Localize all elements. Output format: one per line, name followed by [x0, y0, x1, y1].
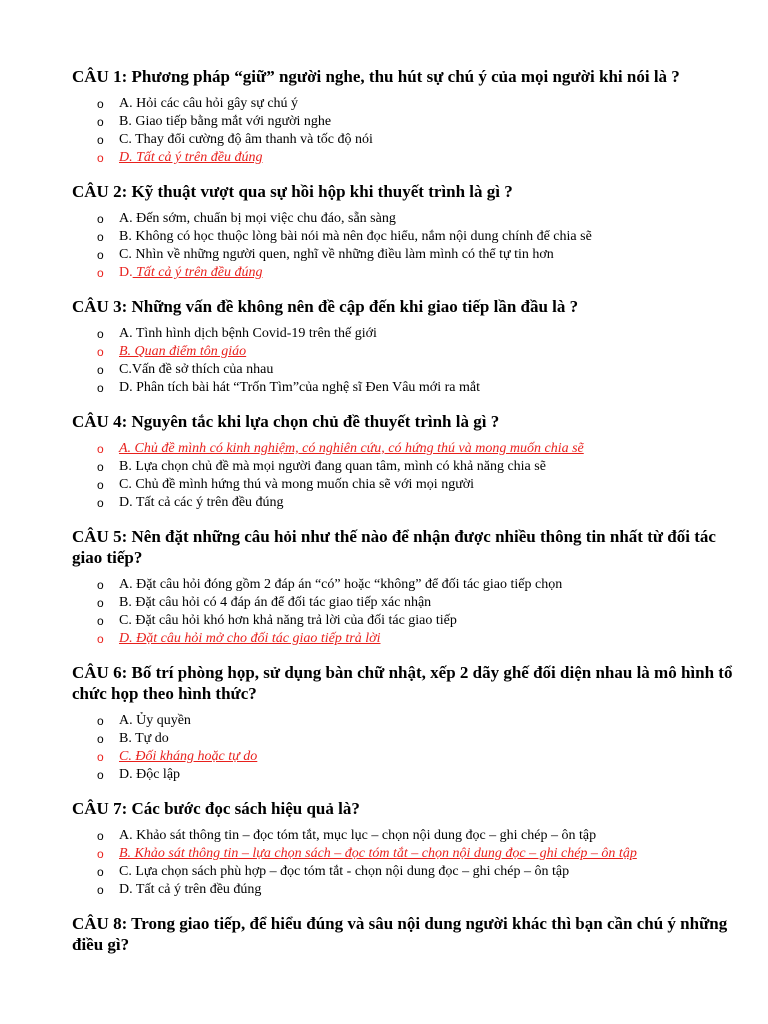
- hollow-circle-bullet-icon: o: [97, 578, 104, 592]
- hollow-circle-bullet-icon: o: [97, 133, 104, 147]
- hollow-circle-bullet-icon: o: [97, 230, 104, 244]
- hollow-circle-bullet-icon: o: [97, 460, 104, 474]
- hollow-circle-bullet-icon: o: [97, 883, 104, 897]
- option-text: A. Đặt câu hỏi đóng gồm 2 đáp án “có” hoặc “không” để đối tác giao tiếp chọn: [119, 577, 563, 592]
- option-item: [97, 246, 740, 264]
- question-title: CÂU 3: Những vấn đề không nên đề cập đến khi giao tiếp lần đầu là ?: [72, 297, 579, 316]
- option-list: [72, 440, 740, 512]
- hollow-circle-bullet-icon: o: [97, 632, 104, 646]
- option-list: [72, 712, 740, 784]
- option-text: C. Đặt câu hỏi khó hơn khả năng trả lời của đối tác giao tiếp: [119, 613, 457, 628]
- option-text: C.Vấn đề sở thích của nhau: [119, 362, 274, 377]
- question-5: [72, 526, 740, 648]
- option-item: [97, 863, 740, 881]
- question-title: CÂU 4: Nguyên tắc khi lựa chọn chủ đề thuyết trình là gì ?: [72, 412, 500, 431]
- option-text: B. Giao tiếp bằng mắt với người nghe: [119, 114, 332, 129]
- option-text: Tất cả ý trên đều đúng: [132, 265, 263, 280]
- option-item: [97, 361, 740, 379]
- option-text: A. Chủ đề mình có kinh nghiệm, có nghiên cứu, có hứng thú và mong muốn chia sẽ: [119, 441, 584, 456]
- option-text: D. Tất cả các ý trên đều đúng: [119, 495, 284, 510]
- hollow-circle-bullet-icon: o: [97, 847, 104, 861]
- hollow-circle-bullet-icon: o: [97, 496, 104, 510]
- option-text: C. Chủ đề mình hứng thú và mong muốn chia sẽ với mọi người: [119, 477, 475, 492]
- hollow-circle-bullet-icon: o: [97, 212, 104, 226]
- hollow-circle-bullet-icon: o: [97, 750, 104, 764]
- question-3: [72, 296, 740, 397]
- option-text: D. Tất cả ý trên đều đúng: [119, 882, 262, 897]
- option-item-correct: [97, 440, 740, 458]
- hollow-circle-bullet-icon: o: [97, 614, 104, 628]
- question-title: CÂU 5: Nên đặt những câu hỏi như thế nào để nhận được nhiều thông tin nhất từ đối tác giao tiếp?: [72, 527, 716, 567]
- option-item: [97, 95, 740, 113]
- option-list: [72, 576, 740, 648]
- option-item: [97, 712, 740, 730]
- question-2: [72, 181, 740, 282]
- question-title: CÂU 2: Kỹ thuật vượt qua sự hồi hộp khi thuyết trình là gì ?: [72, 182, 513, 201]
- hollow-circle-bullet-icon: o: [97, 865, 104, 879]
- option-text: C. Nhìn về những người quen, nghĩ về những điều làm mình có thể tự tin hơn: [119, 247, 554, 262]
- hollow-circle-bullet-icon: o: [97, 151, 104, 165]
- option-text: C. Đối kháng hoặc tự do: [119, 749, 258, 764]
- hollow-circle-bullet-icon: o: [97, 768, 104, 782]
- option-item: [97, 827, 740, 845]
- option-text: D. Phân tích bài hát “Trốn Tìm”của nghệ sĩ Đen Vâu mới ra mắt: [119, 380, 480, 395]
- option-text: A. Hỏi các câu hỏi gây sự chú ý: [119, 96, 299, 111]
- question-4: [72, 411, 740, 512]
- hollow-circle-bullet-icon: o: [97, 248, 104, 262]
- option-item: [97, 325, 740, 343]
- hollow-circle-bullet-icon: o: [97, 327, 104, 341]
- hollow-circle-bullet-icon: o: [97, 381, 104, 395]
- question-7: [72, 798, 740, 899]
- option-item-correct: [97, 748, 740, 766]
- hollow-circle-bullet-icon: o: [97, 363, 104, 377]
- hollow-circle-bullet-icon: o: [97, 97, 104, 111]
- option-text: C. Thay đổi cường độ âm thanh và tốc độ nói: [119, 132, 373, 147]
- hollow-circle-bullet-icon: o: [97, 115, 104, 129]
- option-list: [72, 827, 740, 899]
- option-item: [97, 113, 740, 131]
- option-item: [97, 379, 740, 397]
- hollow-circle-bullet-icon: o: [97, 442, 104, 456]
- option-text: B. Tự do: [119, 731, 169, 746]
- option-item: [97, 210, 740, 228]
- option-item-correct: [97, 630, 740, 648]
- question-title: CÂU 1: Phương pháp “giữ” người nghe, thu hút sự chú ý của mọi người khi nói là ?: [72, 67, 680, 86]
- option-item: [97, 766, 740, 784]
- option-item-correct: [97, 149, 740, 167]
- option-text: A. Khảo sát thông tin – đọc tóm tắt, mục lục – chọn nội dung đọc – ghi chép – ôn tập: [119, 828, 597, 843]
- option-text: B. Khảo sát thông tin – lựa chọn sách – đọc tóm tắt – chọn nội dung đọc – ghi chép – ôn tập: [119, 846, 637, 861]
- option-text: D. Đặt câu hỏi mở cho đối tác giao tiếp trả lời: [119, 631, 381, 646]
- option-item: [97, 476, 740, 494]
- option-list: [72, 325, 740, 397]
- option-list: [72, 95, 740, 167]
- hollow-circle-bullet-icon: o: [97, 732, 104, 746]
- option-text: A. Đến sớm, chuẩn bị mọi việc chu đáo, sẵn sàng: [119, 211, 396, 226]
- option-item: [97, 131, 740, 149]
- hollow-circle-bullet-icon: o: [97, 478, 104, 492]
- option-item: [97, 458, 740, 476]
- option-prefix: D.: [119, 265, 133, 280]
- question-1: [72, 66, 740, 167]
- option-item-correct: [97, 264, 740, 282]
- option-item-correct: [97, 845, 740, 863]
- hollow-circle-bullet-icon: o: [97, 266, 104, 280]
- hollow-circle-bullet-icon: o: [97, 829, 104, 843]
- option-text: D. Độc lập: [119, 767, 181, 782]
- option-item: [97, 881, 740, 899]
- question-title: CÂU 7: Các bước đọc sách hiệu quả là?: [72, 799, 360, 818]
- option-item: [97, 494, 740, 512]
- option-text: A. Ủy quyền: [119, 713, 191, 728]
- hollow-circle-bullet-icon: o: [97, 345, 104, 359]
- option-item: [97, 612, 740, 630]
- option-text: C. Lựa chọn sách phù hợp – đọc tóm tắt - chọn nội dung đọc – ghi chép – ôn tập: [119, 864, 570, 879]
- option-text: D. Tất cả ý trên đều đúng: [119, 150, 263, 165]
- option-text: A. Tình hình dịch bệnh Covid-19 trên thế giới: [119, 326, 377, 341]
- hollow-circle-bullet-icon: o: [97, 714, 104, 728]
- option-list: [72, 210, 740, 282]
- option-item-correct: [97, 343, 740, 361]
- option-text: B. Không có học thuộc lòng bài nói mà nên đọc hiểu, nắm nội dung chính để chia sẽ: [119, 229, 592, 244]
- question-6: [72, 662, 740, 784]
- question-title: CÂU 8: Trong giao tiếp, để hiểu đúng và sâu nội dung người khác thì bạn cần chú ý những điều gì?: [72, 914, 728, 954]
- option-item: [97, 594, 740, 612]
- option-text: B. Lựa chọn chủ đề mà mọi người đang quan tâm, mình có khả năng chia sẽ: [119, 459, 546, 474]
- hollow-circle-bullet-icon: o: [97, 596, 104, 610]
- option-text: B. Quan điểm tôn giáo: [119, 344, 247, 359]
- option-text: B. Đặt câu hỏi có 4 đáp án để đối tác giao tiếp xác nhận: [119, 595, 432, 610]
- option-item: [97, 228, 740, 246]
- option-item: [97, 730, 740, 748]
- option-item: [97, 576, 740, 594]
- question-title: CÂU 6: Bố trí phòng họp, sử dụng bàn chữ nhật, xếp 2 dãy ghế đối diện nhau là mô hình tổ chức họp theo hình thức?: [72, 663, 733, 703]
- question-8: [72, 913, 740, 955]
